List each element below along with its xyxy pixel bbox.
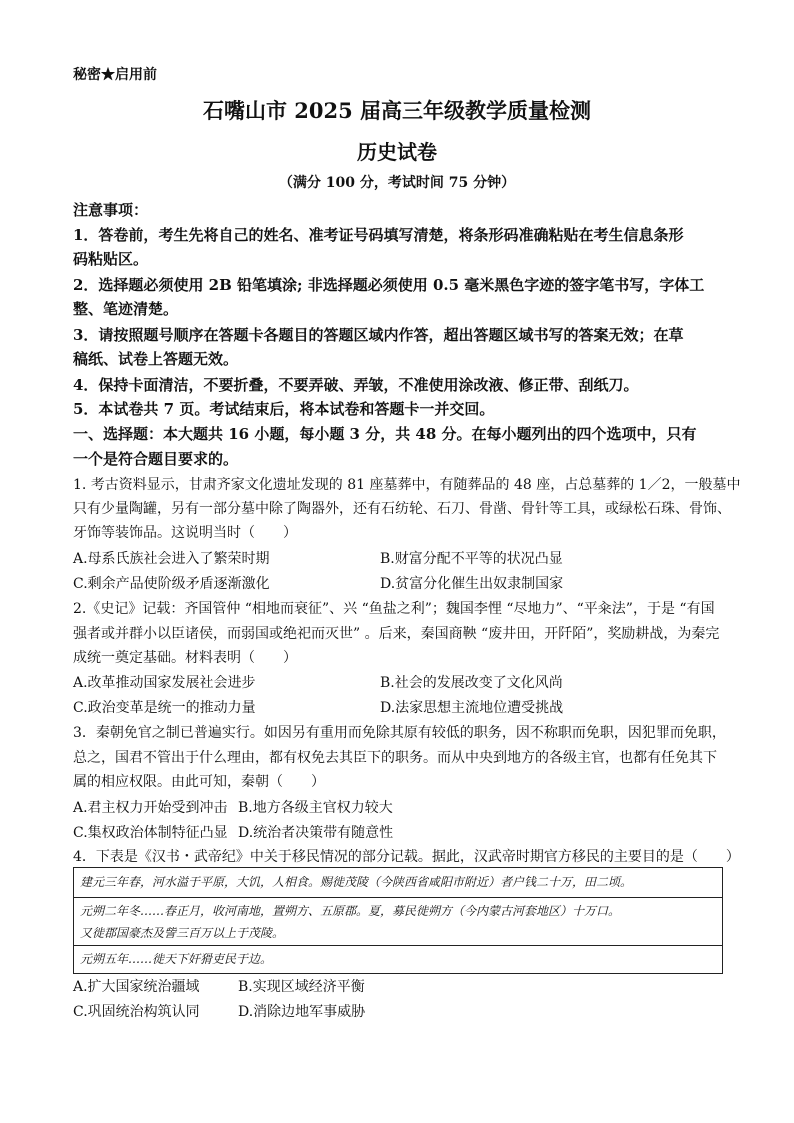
q3-stem: 属的相应权限。由此可知，秦朝（ ） (73, 774, 325, 790)
exam-title: 石嘴山市 2025 届高三年级教学质量检测 (202, 98, 592, 123)
q1-option-a: A.母系氏族社会进入了繁荣时期 (73, 551, 270, 567)
q1-stem: 牙饰等装饰品。这说明当时（ ） (73, 525, 297, 541)
q1-stem: 只有少量陶罐，另有一部分墓中除了陶器外，还有石纺轮、石刀、骨凿、骨针等工具，或绿松石珠、骨饰、 (73, 501, 731, 517)
q3-option-d: D.统治者决策带有随意性 (238, 825, 394, 841)
q3-stem: 总之，国君不管出于什么理由，都有权免去其臣下的职务。而从中央到地方的各级主官，也都有任免其下 (73, 750, 717, 766)
notes-line: 5．本试卷共 7 页。考试结束后，将本试卷和答题卡一并交回。 (73, 400, 495, 418)
q1-option-d: D.贫富分化催生出奴隶制国家 (380, 576, 564, 592)
q4-option-d: D.消除边地军事威胁 (238, 1004, 366, 1020)
q3-option-b: B.地方各级主官权力较大 (238, 800, 393, 816)
q1-option-c: C.剩余产品使阶级矛盾逐渐激化 (73, 576, 270, 592)
q2-option-b: B.社会的发展改变了文化风尚 (380, 675, 563, 691)
secret-label: 秘密★启用前 (73, 67, 157, 83)
section-heading: 一、选择题：本大题共 16 小题，每小题 3 分，共 48 分。在每小题列出的四个选项中，只有 (73, 425, 697, 443)
q4-option-a: A.扩大国家统治疆域 (73, 979, 200, 995)
notes-line: 2．选择题必须使用 2B 铅笔填涂; 非选择题必须使用 0.5 毫米黑色字迹的签字笔书写，字体工 (73, 276, 705, 294)
q3-option-a: A.君主权力开始受到冲击 (73, 800, 228, 816)
notes-heading: 注意事项： (73, 201, 149, 219)
q4-option-c: C.巩固统治构筑认同 (73, 1004, 200, 1020)
q3-option-c: C.集权政治体制特征凸显 (73, 825, 228, 841)
q3-stem: 3．秦朝免官之制已普遍实行。如因另有重用而免除其原有较低的职务，因不称职而免职，因犯罪而免职， (73, 725, 726, 741)
q2-option-c: C.政治变革是统一的推动力量 (73, 700, 256, 716)
table-row: 又徙郡国豪杰及訾三百万以上于茂陵。 (80, 926, 285, 940)
q2-option-d: D.法家思想主流地位遭受挑战 (380, 700, 564, 716)
q4-option-b: B.实现区域经济平衡 (238, 979, 365, 995)
q4-table (73, 867, 723, 974)
table-row: 元朔五年……徙天下奸猾吏民于边。 (74, 945, 722, 973)
table-row: 元朔二年冬……春正月，收河南地，置朔方、五原郡。夏，募民徙朔方（今内蒙古河套地区）十万口。 (74, 897, 722, 923)
q1-stem: 1. 考古资料显示，甘肃齐家文化遗址发现的 81 座墓葬中，有随葬品的 48 座，占总墓葬的 1／2，一般墓中 (73, 477, 741, 493)
notes-line: 4．保持卡面清洁，不要折叠，不要弄破、弄皱，不准使用涂改液、修正带、刮纸刀。 (73, 376, 639, 394)
q2-stem: 成统一奠定基础。材料表明（ ） (73, 650, 297, 666)
q1-option-b: B.财富分配不平等的状况凸显 (380, 551, 563, 567)
exam-meta: （满分 100 分，考试时间 75 分钟） (278, 175, 516, 191)
notes-line: 码粘贴区。 (73, 250, 149, 268)
q2-option-a: A.改革推动国家发展社会进步 (73, 675, 256, 691)
table-row: 建元三年春，河水溢于平原，大饥，人相食。赐徙茂陵（今陕西省咸阳市附近）者户钱二十万，田二顷。 (80, 875, 633, 889)
notes-line: 1．答卷前，考生先将自己的姓名、准考证号码填写清楚，将条形码准确粘贴在考生信息条形 (73, 226, 684, 244)
q4-stem: 4．下表是《汉书・武帝纪》中关于移民情况的部分记载。据此，汉武帝时期官方移民的主要目的是（ ） (73, 849, 740, 865)
q2-stem: 2.《史记》记载：齐国管仲 “相地而衰征”、兴 “鱼盐之利”；魏国李悝 “尽地力”、“平籴法”，于是 “有国 (73, 601, 715, 617)
q2-stem: 强者或并群小以臣诸侯，而弱国或绝祀而灭世” 。后来，秦国商鞅 “废井田，开阡陌”，奖励耕战，为秦完 (73, 626, 720, 642)
notes-line: 3．请按照题号顺序在答题卡各题目的答题区域内作答，超出答题区域书写的答案无效；在草 (73, 326, 684, 344)
section-heading: 一个是符合题目要求的。 (73, 450, 239, 468)
notes-line: 稿纸、试卷上答题无效。 (73, 350, 239, 368)
subject-title: 历史试卷 (357, 140, 437, 164)
notes-line: 整、笔迹清楚。 (73, 300, 179, 318)
